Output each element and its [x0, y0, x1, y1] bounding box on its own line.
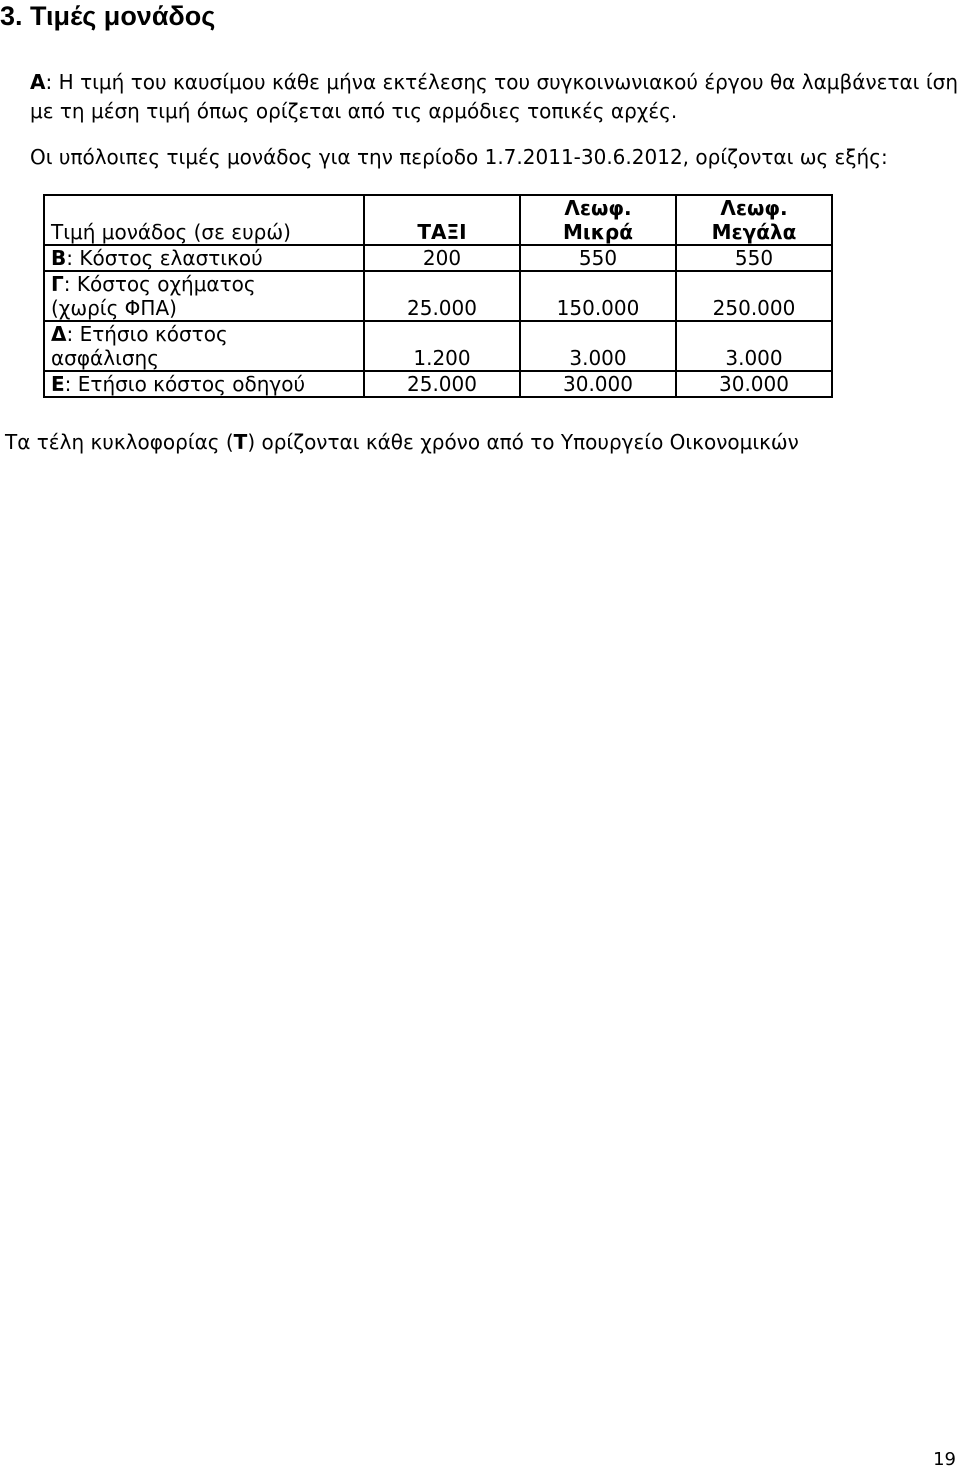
- row-label-cell: Δ: Ετήσιο κόστος ασφάλισης: [44, 321, 364, 371]
- table-header-row: [44, 195, 832, 245]
- section-heading: [0, 0, 215, 32]
- section-number: 3.: [0, 1, 23, 31]
- circulation-fees-paragraph: Τα τέλη κυκλοφορίας (Τ) ορίζονται κάθε χρόνο από το Υπουργείο Οικονομικών: [5, 430, 799, 454]
- large-bus-value-cell: 250.000: [676, 271, 832, 321]
- table-row: [44, 371, 832, 397]
- large-bus-value-cell: 550: [676, 245, 832, 271]
- unit-price-table: [43, 194, 833, 398]
- table-row: [44, 271, 832, 321]
- row-label-cell: Β: Κόστος ελαστικού: [44, 245, 364, 271]
- table-row: [44, 321, 832, 371]
- taxi-value-cell: 25.000: [364, 371, 520, 397]
- row-label-cell: Ε: Ετήσιο κόστος οδηγού: [44, 371, 364, 397]
- section-title: Τιμές μονάδος: [30, 1, 216, 31]
- item-code-t: Τ: [233, 430, 248, 454]
- taxi-value-cell: 1.200: [364, 321, 520, 371]
- item-code-a: Α: [30, 70, 46, 94]
- small-bus-value-cell: 550: [520, 245, 676, 271]
- taxi-value-cell: 25.000: [364, 271, 520, 321]
- header-label-cell: Τιμή μονάδος (σε ευρώ): [44, 195, 364, 245]
- page-number: 19: [933, 1449, 956, 1470]
- table-row: [44, 245, 832, 271]
- small-bus-value-cell: 150.000: [520, 271, 676, 321]
- remaining-prices-paragraph: Οι υπόλοιπες τιμές μονάδος για την περίοδο 1.7.2011-30.6.2012, ορίζονται ως εξής:: [30, 145, 888, 169]
- large-bus-value-cell: 3.000: [676, 321, 832, 371]
- small-bus-value-cell: 3.000: [520, 321, 676, 371]
- small-bus-value-cell: 30.000: [520, 371, 676, 397]
- taxi-value-cell: 200: [364, 245, 520, 271]
- header-taxi-cell: ΤΑΞΙ: [364, 195, 520, 245]
- header-small-bus-cell: Λεωφ. Μικρά: [520, 195, 676, 245]
- row-label-cell: Γ: Κόστος οχήματος (χωρίς ΦΠΑ): [44, 271, 364, 321]
- large-bus-value-cell: 30.000: [676, 371, 832, 397]
- header-large-bus-cell: Λεωφ. Μεγάλα: [676, 195, 832, 245]
- fuel-price-text: : Η τιμή του καυσίμου κάθε μήνα εκτέλεσης του συγκοινωνιακού έργου θα λαμβάνεται ίση με τη μέση τιμή όπως ορίζεται από τις αρμόδιες τοπικές αρχές.: [30, 70, 958, 123]
- fuel-price-paragraph: [30, 68, 958, 126]
